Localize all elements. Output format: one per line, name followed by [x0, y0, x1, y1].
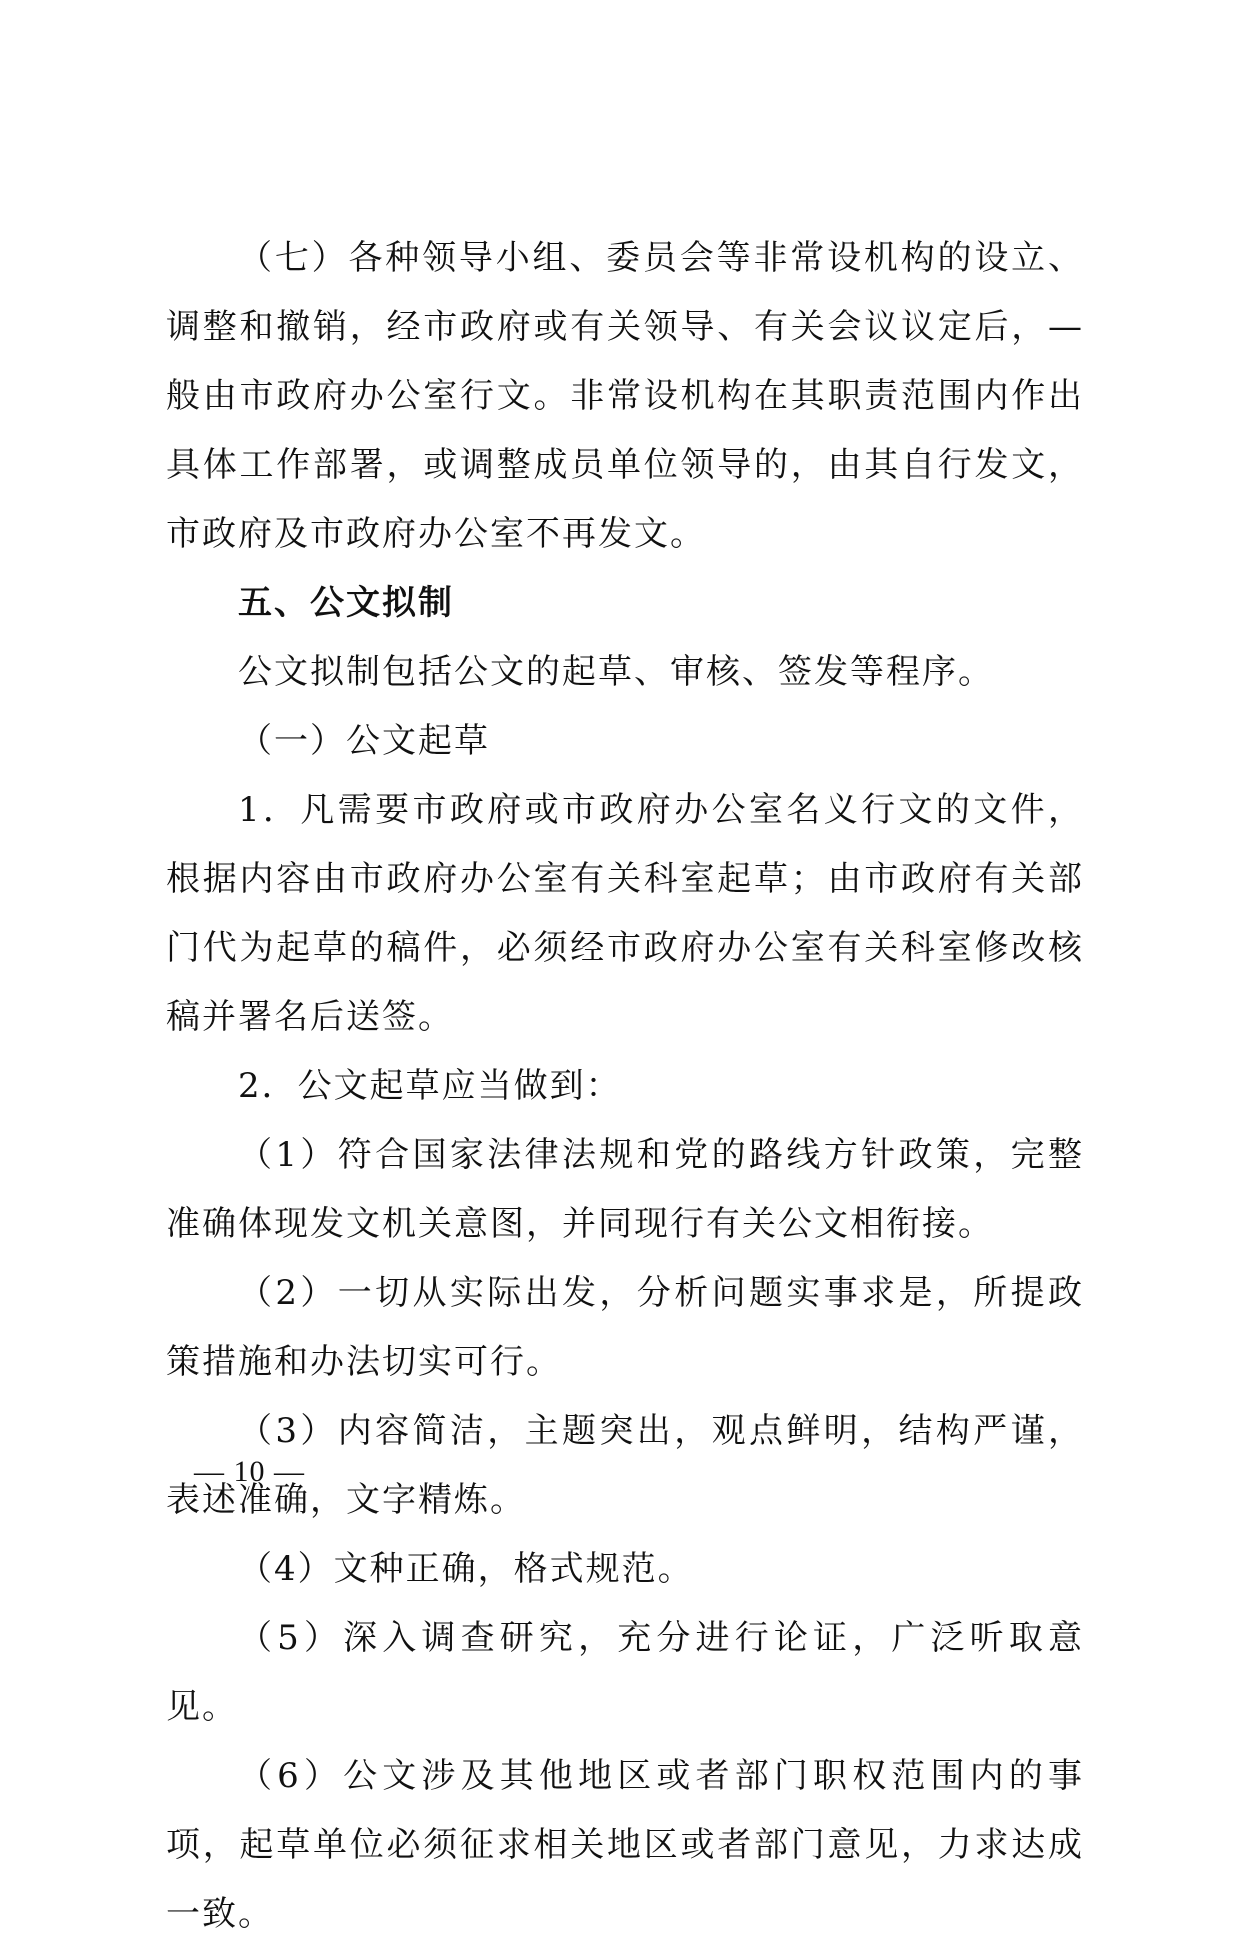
- paragraph-requirement-1: （1）符合国家法律法规和党的路线方针政策，完整准确体现发文机关意图，并同现行有关公文相衔接。: [166, 1135, 1084, 1244]
- subheading-drafting: （一）公文起草: [238, 721, 490, 761]
- paragraph-drafting-intro: 公文拟制包括公文的起草、审核、签发等程序。: [238, 652, 994, 692]
- paragraph-requirement-2: （2）一切从实际出发，分析问题实事求是，所提政策措施和办法切实可行。: [166, 1273, 1084, 1382]
- page-number: — 10 —: [194, 1455, 305, 1488]
- paragraph-item-2: 2．公文起草应当做到：: [238, 1066, 622, 1106]
- paragraph-item-1: 1．凡需要市政府或市政府办公室名义行文的文件，根据内容由市政府办公室有关科室起草；由市政府有关部门代为起草的稿件，必须经市政府办公室有关科室修改核稿并署名后送签。: [166, 790, 1084, 1037]
- paragraph-requirement-4: （4）文种正确，格式规范。: [238, 1549, 694, 1589]
- section-heading-drafting: 五、公文拟制: [238, 583, 454, 623]
- paragraph-requirement-6: （6）公文涉及其他地区或者部门职权范围内的事项，起草单位必须征求相关地区或者部门意见，力求达成一致。: [166, 1756, 1084, 1934]
- paragraph-requirement-3: （3）内容简洁，主题突出，观点鲜明，结构严谨，表述准确，文字精炼。: [166, 1411, 1084, 1520]
- paragraph-non-standing-bodies: （七）各种领导小组、委员会等非常设机构的设立、调整和撤销，经市政府或有关领导、有关会议议定后，—般由市政府办公室行文。非常设机构在其职责范围内作出具体工作部署，或调整成员单位领导的，由其自行发文，市政府及市政府办公室不再发文。: [166, 238, 1084, 554]
- paragraph-requirement-5: （5）深入调查研究，充分进行论证，广泛听取意见。: [166, 1618, 1084, 1727]
- document-body: [166, 224, 1084, 1949]
